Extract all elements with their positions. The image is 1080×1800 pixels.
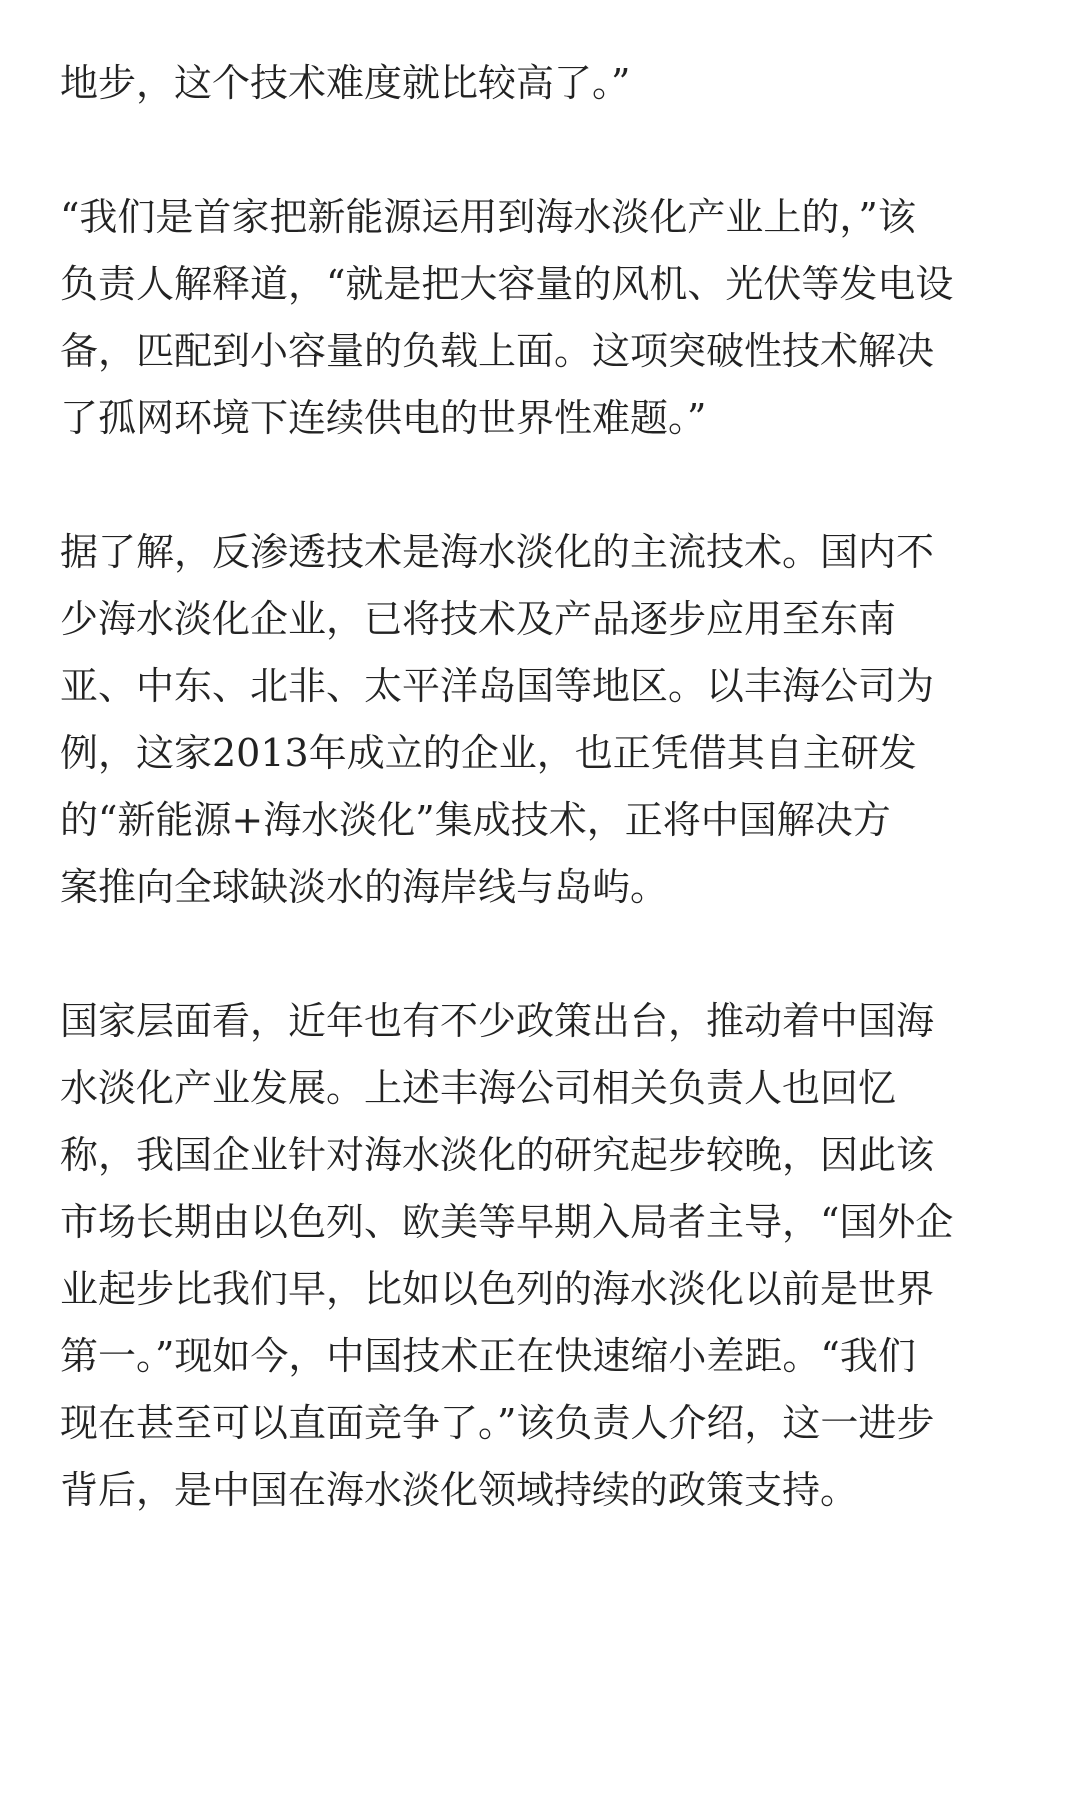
paragraph-line: 水淡化产业发展。上述丰海公司相关负责人也回忆 xyxy=(60,1066,897,1110)
paragraph-line: 地步，这个技术难度就比较高了。” xyxy=(60,61,631,105)
paragraph-2 xyxy=(60,184,1020,452)
paragraph-line: 据了解，反渗透技术是海水淡化的主流技术。国内不 xyxy=(60,530,935,574)
paragraph-line: 现在甚至可以直面竞争了。”该负责人介绍，这一进步 xyxy=(60,1401,935,1445)
paragraph-line: 亚、中东、北非、太平洋岛国等地区。以丰海公司为 xyxy=(60,664,935,708)
paragraph-spacer xyxy=(60,921,1020,988)
paragraph-line: 案推向全球缺淡水的海岸线与岛屿。 xyxy=(60,865,669,909)
paragraph-line: 备，匹配到小容量的负载上面。这项突破性技术解决 xyxy=(60,329,935,373)
paragraph-spacer xyxy=(60,117,1020,184)
paragraph-3 xyxy=(60,519,1020,921)
paragraph-line: 少海水淡化企业，已将技术及产品逐步应用至东南 xyxy=(60,597,897,641)
paragraph-line: 业起步比我们早，比如以色列的海水淡化以前是世界 xyxy=(60,1267,935,1311)
paragraph-1 xyxy=(60,50,1020,117)
paragraph-line: 例，这家2013年成立的企业，也正凭借其自主研发 xyxy=(60,731,917,775)
paragraph-line: 了孤网环境下连续供电的世界性难题。” xyxy=(60,396,707,440)
paragraph-line: 背后，是中国在海水淡化领域持续的政策支持。 xyxy=(60,1468,859,1512)
article-body xyxy=(60,50,1020,1524)
paragraph-line: 的“新能源+海水淡化”集成技术，正将中国解决方 xyxy=(60,798,891,842)
paragraph-line: 负责人解释道，“就是把大容量的风机、光伏等发电设 xyxy=(60,262,954,306)
paragraph-spacer xyxy=(60,452,1020,519)
paragraph-line: 国家层面看，近年也有不少政策出台，推动着中国海 xyxy=(60,999,935,1043)
paragraph-line: “我们是首家把新能源运用到海水淡化产业上的，”该 xyxy=(60,195,916,239)
paragraph-line: 第一。”现如今，中国技术正在快速缩小差距。“我们 xyxy=(60,1334,916,1378)
paragraph-4 xyxy=(60,988,1020,1524)
paragraph-line: 称，我国企业针对海水淡化的研究起步较晚，因此该 xyxy=(60,1133,935,1177)
paragraph-line: 市场长期由以色列、欧美等早期入局者主导，“国外企 xyxy=(60,1200,954,1244)
